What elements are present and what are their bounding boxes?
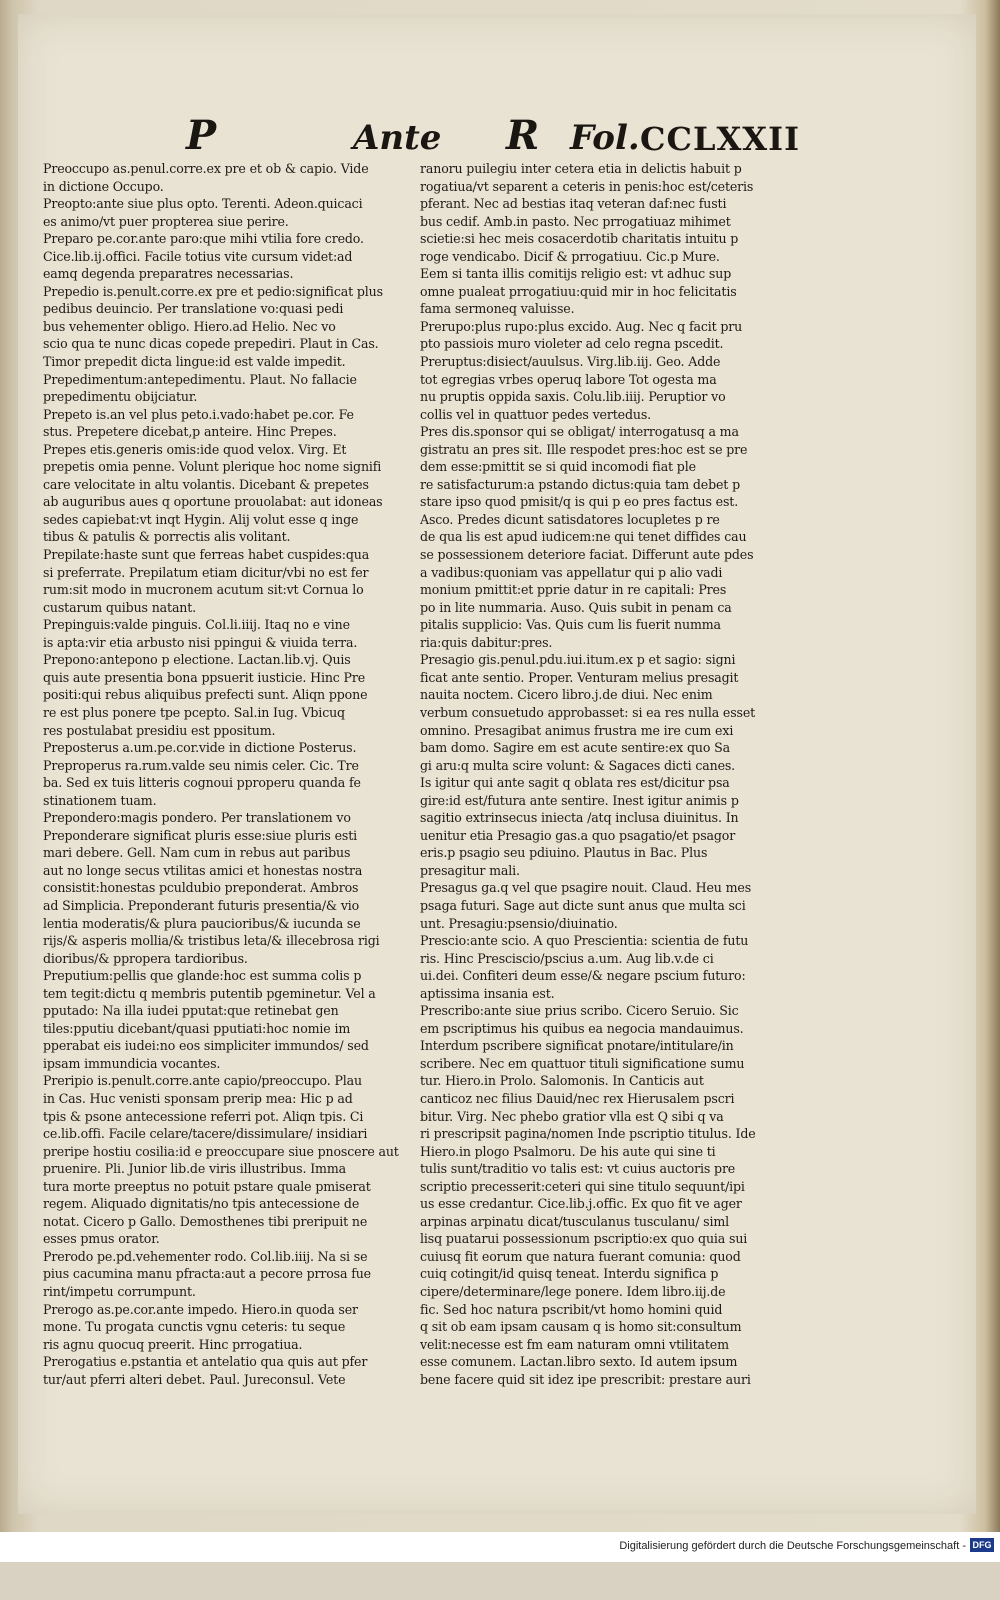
text-line: monium pmittit:et pprie datur in re capitali: Pres	[420, 582, 727, 598]
text-line: ris. Hinc Presciscio/pscius a.um. Aug lib.v.de ci	[420, 950, 714, 966]
text-line: ipsam immundicia vocantes.	[43, 1055, 221, 1071]
text-line: lentia moderatis/& plura paucioribus/& iucunda se	[43, 915, 361, 931]
text-line: eris.p psagio seu pdiuino. Plautus in Bac. Plus	[420, 845, 708, 861]
text-line: us esse credantur. Cice.lib.j.offic. Ex quo fit ve ager	[420, 1196, 742, 1212]
text-line: positi:qui rebus aliquibus prefecti sunt. Aliqn ppone	[43, 687, 368, 703]
text-line: Prepilate:haste sunt que ferreas habet cuspides:qua	[43, 547, 370, 563]
text-line: gire:id est/futura ante sentire. Inest igitur animis p	[420, 792, 739, 808]
text-line: Prerupo:plus rupo:plus excido. Aug. Nec q facit pru	[420, 318, 743, 334]
text-line: prepetis omia penne. Volunt plerique hoc nome signifi	[43, 459, 382, 475]
text-line: Prescio:ante scio. A quo Prescientia: scientia de futu	[420, 933, 749, 949]
text-line: scietie:si hec meis cosacerdotib charitatis intuitu p	[420, 231, 739, 247]
text-line: Prepedimentum:antepedimentu. Plaut. No fallacie	[43, 371, 357, 387]
text-line: ranoru puilegiu inter cetera etia in delictis habuit p	[420, 161, 742, 176]
text-line: uenitur etia Presagio gas.a quo psagatio/et psagor	[420, 827, 736, 843]
text-line: ba. Sed ex tuis litteris cognoui pproperu quanda fe	[43, 775, 361, 791]
text-line: rint/impetu corrumpunt.	[43, 1284, 196, 1299]
left-column	[43, 160, 410, 1600]
text-line: Cice.lib.ij.offici. Facile totius vite cursum videt:ad	[43, 248, 353, 264]
text-line: pperabat eis iudei:no eos simpliciter immundos/ sed	[43, 1038, 369, 1054]
text-line: Prepono:antepono p electione. Lactan.lib.vj. Quis	[43, 652, 351, 668]
text-line: rogatiua/vt separent a ceteris in penis:hoc est/ceteris	[420, 178, 754, 194]
text-line: bene facere quid sit idez ipe prescribit: prestare auri	[420, 1371, 751, 1387]
text-line: Prerogatius e.pstantia et antelatio qua quis aut pfer	[43, 1354, 368, 1370]
text-line: re est plus ponere tpe pcepto. Sal.in Iug. Vbicuq	[43, 704, 345, 720]
text-line: Prepinguis:valde pinguis. Col.li.iiij. Itaq no e vine	[43, 617, 350, 633]
text-line: dioribus/& ppropera tardioribus.	[43, 950, 248, 966]
text-line: tpis & psone antecessione referri pot. Aliqn tpis. Ci	[43, 1108, 364, 1124]
footer-credit: Digitalisierung gefördert durch die Deutsche Forschungsgemeinschaft -	[619, 1540, 966, 1552]
text-line: sedes capiebat:vt inqt Hygin. Alij volut esse q inge	[43, 511, 359, 527]
text-line: stare ipso quod pmisit/q is qui p eo pres factus est.	[420, 494, 739, 510]
text-line: esse comunem. Lactan.libro sexto. Id autem ipsum	[420, 1354, 738, 1370]
text-line: tura morte preeptus no potuit pstare quale pmiserat	[43, 1178, 371, 1194]
text-line: ria:quis dabitur:pres.	[420, 634, 553, 650]
text-line: q sit ob eam ipsam causam q is homo sit:consultum	[420, 1319, 742, 1335]
text-line: Eem si tanta illis comitijs religio est: vt adhuc sup	[420, 266, 732, 282]
text-line: pferant. Nec ad bestias itaq veteran daf:nec fusti	[420, 196, 727, 212]
text-line: res postulabat presidiu est ppositum.	[43, 722, 276, 738]
running-head-letter-left: P	[186, 112, 217, 159]
text-line: fic. Sed hoc natura pscribit/vt homo homini quid	[420, 1301, 723, 1317]
text-line: presagitur mali.	[420, 862, 520, 878]
folio-number: CCLXXII	[640, 120, 801, 158]
running-head-word: Ante	[353, 118, 442, 158]
text-line: regem. Aliquado dignitatis/no tpis antecessione de	[43, 1196, 360, 1212]
text-line: tibus & patulis & porrectis alis volitant.	[43, 529, 291, 545]
right-column	[420, 160, 786, 1600]
text-line: Presagus ga.q vel que psagire nouit. Claud. Heu mes	[420, 880, 752, 896]
text-line: stinationem tuam.	[43, 792, 157, 808]
text-line: se possessionem deteriore faciat. Differunt aute pdes	[420, 547, 754, 563]
text-line: consistit:honestas pculdubio preponderat. Ambros	[43, 880, 359, 896]
text-line: Prescribo:ante siue prius scribo. Cicero Seruio. Sic	[420, 1003, 739, 1019]
text-line: Preponderare significat pluris esse:siue pluris esti	[43, 827, 357, 843]
text-line: ficat ante sentio. Proper. Venturam melius presagit	[420, 669, 739, 685]
text-line: tur. Hiero.in Prolo. Salomonis. In Canticis aut	[420, 1073, 704, 1089]
text-line: tulis sunt/traditio vo talis est: vt cuius auctoris pre	[420, 1161, 736, 1177]
text-line: is apta:vir etia arbusto nisi ppingui & viuida terra.	[43, 634, 358, 650]
text-line: bus cedif. Amb.in pasto. Nec prrogatiuaz mihimet	[420, 213, 731, 229]
text-line: ris agnu quocuq preerit. Hinc prrogatiua.	[43, 1336, 303, 1352]
text-line: Preripio is.penult.corre.ante capio/preoccupo. Plau	[43, 1073, 362, 1089]
text-line: stus. Prepetere dicebat,p anteire. Hinc Prepes.	[43, 424, 337, 440]
text-line: nauita noctem. Cicero libro.j.de diui. Nec enim	[420, 687, 713, 703]
text-line: bam domo. Sagire em est acute sentire:ex quo Sa	[420, 740, 730, 756]
text-line: tur/aut pferri alteri debet. Paul. Jureconsul. Vete	[43, 1371, 346, 1387]
text-line: cipere/determinare/lege ponere. Idem libro.iij.de	[420, 1284, 726, 1299]
text-line: fama sermoneq valuisse.	[420, 301, 575, 317]
text-line: pitalis supplicio: Vas. Quis cum lis fuerit numma	[420, 617, 721, 633]
text-line: Preparo pe.cor.ante paro:que mihi vtilia fore credo.	[43, 231, 364, 247]
text-line: Pres dis.sponsor qui se obligat/ interrogatusq a ma	[420, 424, 739, 440]
running-head	[18, 112, 976, 162]
text-line: verbum consuetudo approbasset: si ea res nulla esset	[420, 704, 756, 720]
text-line: collis vel in quattuor pedes vertedus.	[420, 406, 651, 422]
text-line: Prerodo pe.pd.vehementer rodo. Col.lib.iiij. Na si se	[43, 1248, 368, 1264]
book-page	[18, 14, 976, 1514]
text-line: unt. Presagiu:psensio/diuinatio.	[420, 915, 618, 931]
text-line: pto passiois muro violeter ad celo regna pscedit.	[420, 336, 724, 352]
text-line: in Cas. Huc venisti sponsam prerip mea: Hic p ad	[43, 1090, 353, 1106]
text-line: em pscriptimus his quibus ea negocia mandauimus.	[420, 1020, 744, 1036]
text-line: Hiero.in plogo Psalmoru. De his aute qui sine ti	[420, 1143, 716, 1159]
text-line: tot egregias vrbes operuq labore Tot ogesta ma	[420, 371, 717, 387]
running-head-letter-right: R	[506, 112, 540, 159]
text-line: po in lite nummaria. Auso. Quis subit in penam ca	[420, 599, 732, 615]
text-line: eamq degenda preparatres necessarias.	[43, 266, 294, 282]
text-line: cuiq cotingit/id quisq teneat. Interdu significa p	[420, 1266, 719, 1282]
text-line: es animo/vt puer propterea siue perire.	[43, 213, 289, 229]
text-line: prepedimentu obijciatur.	[43, 389, 198, 405]
text-line: cuiusq fit eorum que natura fuerant comunia: quod	[420, 1248, 741, 1264]
text-line: Prerogo as.pe.cor.ante impedo. Hiero.in quoda ser	[43, 1301, 358, 1317]
text-line: a vadibus:quoniam vas appellatur qui p alio vadi	[420, 564, 723, 580]
text-line: de qua lis est apud iudicem:ne qui tenet diffides cau	[420, 529, 747, 545]
dfg-logo: DFG	[970, 1538, 994, 1552]
text-line: scriptio precesserit:ceteri qui sine titulo sequunt/ipi	[420, 1178, 745, 1194]
text-line: Timor prepedit dicta lingue:id est valde impedit.	[43, 354, 346, 370]
text-line: mari debere. Gell. Nam cum in rebus aut paribus	[43, 845, 351, 861]
text-line: canticoz nec filius Dauid/nec rex Hierusalem pscri	[420, 1090, 735, 1106]
text-line: si preferrate. Prepilatum etiam dicitur/vbi no est fer	[43, 564, 369, 580]
text-line: scio qua te nunc dicas copede prepediri. Plaut in Cas.	[43, 336, 379, 352]
text-line: dem esse:pmittit se si quid incomodi fiat ple	[420, 459, 696, 475]
text-line: Preposterus a.um.pe.cor.vide in dictione Posterus.	[43, 740, 357, 756]
text-line: ri prescripsit pagina/nomen Inde pscriptio titulus. Ide	[420, 1126, 756, 1142]
text-line: psaga futuri. Sage aut dicte sunt anus que multa sci	[420, 897, 746, 913]
text-line: tem tegit:dictu q membris putentib pgeminetur. Vel a	[43, 985, 376, 1001]
text-line: rijs/& asperis mollia/& tristibus leta/& illecebrosa rigi	[43, 933, 380, 949]
text-line: Preopto:ante siue plus opto. Terenti. Adeon.quicaci	[43, 196, 363, 212]
text-line: re satisfacturum:a pstando dictus:quia tam debet p	[420, 476, 740, 492]
text-line: Prepes etis.generis omis:ide quod velox. Virg. Et	[43, 441, 347, 457]
text-line: bitur. Virg. Nec phebo gratior vlla est Q sibi q va	[420, 1108, 724, 1124]
text-line: ui.dei. Confiteri deum esse/& negare pscium futuro:	[420, 968, 746, 984]
text-line: arpinas arpinatu dicat/tusculanus tusculanu/ siml	[420, 1213, 730, 1229]
text-line: Preoccupo as.penul.corre.ex pre et ob & capio. Vide	[43, 161, 369, 176]
text-line: Prepondero:magis pondero. Per translationem vo	[43, 810, 351, 826]
text-line: Is igitur qui ante sagit q oblata res est/dicitur psa	[420, 775, 730, 791]
text-line: bus vehementer obligo. Hiero.ad Helio. Nec vo	[43, 318, 336, 334]
text-line: in dictione Occupo.	[43, 178, 164, 194]
text-line: ce.lib.offi. Facile celare/tacere/dissimulare/ insidiari	[43, 1126, 368, 1142]
text-line: quis aute presentia bona ppsuerit iusticie. Hinc Pre	[43, 669, 366, 685]
text-line: rum:sit modo in mucronem acutum sit:vt Cornua lo	[43, 582, 364, 598]
text-line: care velocitate in altu volantis. Dicebant & prepetes	[43, 476, 369, 492]
text-line: tiles:pputiu dicebant/quasi pputiati:hoc nomie im	[43, 1020, 351, 1036]
folio-label: Fol.	[570, 118, 640, 158]
text-line: ad Simplicia. Preponderant futuris presentia/& vio	[43, 897, 360, 913]
text-line: Preruptus:disiect/auulsus. Virg.lib.iij. Geo. Adde	[420, 354, 721, 370]
text-line: preripe hostiu cosilia:id e preoccupare siue pnoscere aut	[43, 1143, 399, 1159]
text-line: nu pruptis oppida saxis. Colu.lib.iiij. Peruptior vo	[420, 389, 726, 405]
footer-bar	[0, 1532, 1000, 1562]
text-line: Interdum pscribere significat pnotare/intitulare/in	[420, 1038, 734, 1054]
text-line: pputado: Na illa iudei pputat:que retinebat gen	[43, 1003, 339, 1019]
text-line: mone. Tu progata cunctis vgnu ceteris: tu seque	[43, 1319, 346, 1335]
text-line: pedibus deuincio. Per translatione vo:quasi pedi	[43, 301, 344, 317]
text-line: scribere. Nec em quattuor tituli significatione sumu	[420, 1055, 745, 1071]
text-line: velit:necesse est fm eam naturam omni vtilitatem	[420, 1336, 729, 1352]
text-line: pruenire. Pli. Junior lib.de viris illustribus. Imma	[43, 1161, 346, 1177]
text-line: Prepeto is.an vel plus peto.i.vado:habet pe.cor. Fe	[43, 406, 354, 422]
text-line: notat. Cicero p Gallo. Demosthenes tibi preripuit ne	[43, 1213, 368, 1229]
text-line: custarum quibus natant.	[43, 599, 197, 615]
text-line: esses pmus orator.	[43, 1231, 160, 1247]
text-line: Preputium:pellis que glande:hoc est summa colis p	[43, 968, 362, 984]
text-line: Preproperus ra.rum.valde seu nimis celer. Cic. Tre	[43, 757, 359, 773]
text-line: omnino. Presagibat animus frustra me ire cum exi	[420, 722, 734, 738]
text-line: Asco. Predes dicunt satisdatores locupletes p re	[420, 511, 720, 527]
text-line: roge vendicabo. Dicif & prrogatiuu. Cic.p Mure.	[420, 248, 720, 264]
text-line: aut no longe secus vtilitas amici et honestas nostra	[43, 862, 363, 878]
text-line: Prepedio is.penult.corre.ex pre et pedio:significat plus	[43, 283, 383, 299]
text-line: pius cacumina manu pfracta:aut a pecore prrosa fue	[43, 1266, 371, 1282]
text-line: gi aru:q multa scire volunt: & Sagaces dicti canes.	[420, 757, 736, 773]
text-line: Presagio gis.penul.pdu.iui.itum.ex p et sagio: signi	[420, 652, 736, 668]
text-line: aptissima insania est.	[420, 985, 555, 1001]
text-line: sagitio extrinsecus iniecta /atq inclusa diuinitus. In	[420, 810, 739, 826]
text-line: gistratu an pres sit. Ille respodet pres:hoc est se pre	[420, 441, 748, 457]
text-line: omne pualeat prrogatiuu:quid mir in hoc felicitatis	[420, 283, 737, 299]
text-line: lisq puatarui possessionum pscriptio:ex quo quia sui	[420, 1231, 748, 1247]
text-line: ab auguribus aues q oportune prouolabat: aut idoneas	[43, 494, 383, 510]
